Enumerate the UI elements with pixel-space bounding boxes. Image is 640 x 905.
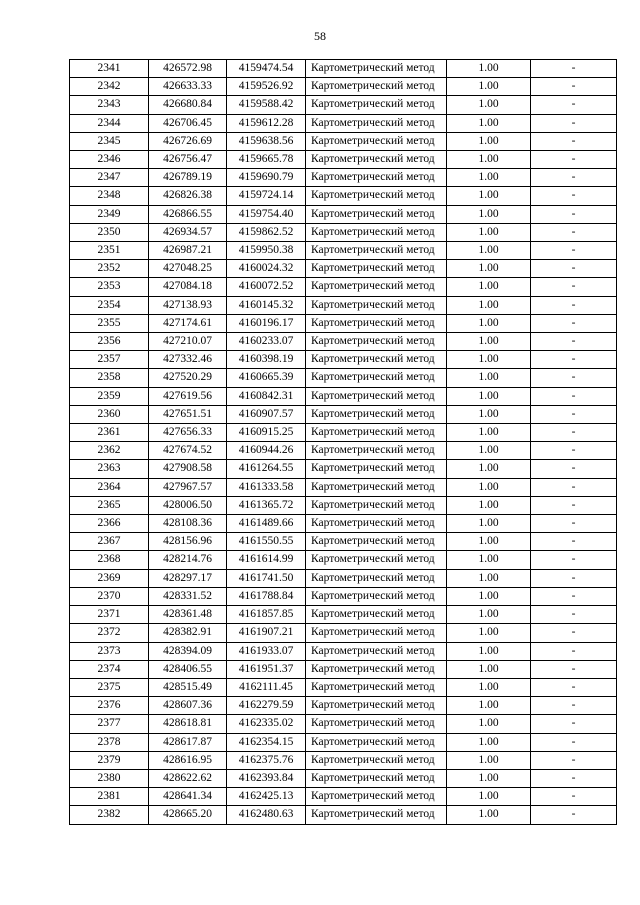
accuracy-cell: 1.00 [447, 114, 531, 132]
note-cell: - [531, 387, 617, 405]
x-coordinate-cell: 428622.62 [149, 769, 227, 787]
accuracy-cell: 1.00 [447, 642, 531, 660]
y-coordinate-cell: 4161907.21 [227, 624, 306, 642]
accuracy-cell: 1.00 [447, 260, 531, 278]
note-cell: - [531, 169, 617, 187]
note-cell: - [531, 223, 617, 241]
method-cell: Картометрический метод [306, 242, 447, 260]
table-row [70, 569, 617, 587]
y-coordinate-cell: 4162335.02 [227, 715, 306, 733]
note-cell: - [531, 678, 617, 696]
x-coordinate-cell: 427651.51 [149, 405, 227, 423]
x-coordinate-cell: 426726.69 [149, 132, 227, 150]
method-cell: Картометрический метод [306, 624, 447, 642]
table-row [70, 387, 617, 405]
note-cell: - [531, 260, 617, 278]
note-cell: - [531, 405, 617, 423]
accuracy-cell: 1.00 [447, 278, 531, 296]
note-cell: - [531, 478, 617, 496]
method-cell: Картометрический метод [306, 424, 447, 442]
accuracy-cell: 1.00 [447, 223, 531, 241]
point-number-cell: 2381 [70, 788, 149, 806]
table-row [70, 369, 617, 387]
method-cell: Картометрический метод [306, 278, 447, 296]
note-cell: - [531, 533, 617, 551]
x-coordinate-cell: 428214.76 [149, 551, 227, 569]
note-cell: - [531, 442, 617, 460]
point-number-cell: 2347 [70, 169, 149, 187]
x-coordinate-cell: 428394.09 [149, 642, 227, 660]
note-cell: - [531, 587, 617, 605]
x-coordinate-cell: 428331.52 [149, 587, 227, 605]
accuracy-cell: 1.00 [447, 351, 531, 369]
point-number-cell: 2343 [70, 96, 149, 114]
y-coordinate-cell: 4161857.85 [227, 606, 306, 624]
page-number: 58 [314, 29, 326, 43]
table-row [70, 678, 617, 696]
point-number-cell: 2362 [70, 442, 149, 460]
method-cell: Картометрический метод [306, 296, 447, 314]
x-coordinate-cell: 427967.57 [149, 478, 227, 496]
table-row [70, 151, 617, 169]
method-cell: Картометрический метод [306, 606, 447, 624]
point-number-cell: 2350 [70, 223, 149, 241]
note-cell: - [531, 78, 617, 96]
table-row [70, 624, 617, 642]
y-coordinate-cell: 4159724.14 [227, 187, 306, 205]
method-cell: Картометрический метод [306, 751, 447, 769]
y-coordinate-cell: 4162393.84 [227, 769, 306, 787]
table-row [70, 642, 617, 660]
x-coordinate-cell: 427138.93 [149, 296, 227, 314]
table-row [70, 351, 617, 369]
note-cell: - [531, 333, 617, 351]
table-row [70, 715, 617, 733]
note-cell: - [531, 205, 617, 223]
method-cell: Картометрический метод [306, 260, 447, 278]
table-row [70, 478, 617, 496]
point-number-cell: 2360 [70, 405, 149, 423]
point-number-cell: 2349 [70, 205, 149, 223]
y-coordinate-cell: 4161264.55 [227, 460, 306, 478]
method-cell: Картометрический метод [306, 515, 447, 533]
accuracy-cell: 1.00 [447, 442, 531, 460]
accuracy-cell: 1.00 [447, 806, 531, 824]
note-cell: - [531, 697, 617, 715]
table-row [70, 587, 617, 605]
point-number-cell: 2378 [70, 733, 149, 751]
accuracy-cell: 1.00 [447, 587, 531, 605]
method-cell: Картометрический метод [306, 405, 447, 423]
y-coordinate-cell: 4161951.37 [227, 660, 306, 678]
note-cell: - [531, 624, 617, 642]
x-coordinate-cell: 426866.55 [149, 205, 227, 223]
x-coordinate-cell: 427210.07 [149, 333, 227, 351]
method-cell: Картометрический метод [306, 387, 447, 405]
point-number-cell: 2379 [70, 751, 149, 769]
table-row [70, 697, 617, 715]
method-cell: Картометрический метод [306, 788, 447, 806]
accuracy-cell: 1.00 [447, 151, 531, 169]
note-cell: - [531, 460, 617, 478]
y-coordinate-cell: 4159588.42 [227, 96, 306, 114]
x-coordinate-cell: 427656.33 [149, 424, 227, 442]
note-cell: - [531, 606, 617, 624]
y-coordinate-cell: 4160907.57 [227, 405, 306, 423]
coordinates-table [69, 59, 617, 825]
x-coordinate-cell: 428617.87 [149, 733, 227, 751]
x-coordinate-cell: 426706.45 [149, 114, 227, 132]
method-cell: Картометрический метод [306, 223, 447, 241]
note-cell: - [531, 296, 617, 314]
accuracy-cell: 1.00 [447, 314, 531, 332]
point-number-cell: 2373 [70, 642, 149, 660]
note-cell: - [531, 660, 617, 678]
method-cell: Картометрический метод [306, 715, 447, 733]
point-number-cell: 2353 [70, 278, 149, 296]
point-number-cell: 2368 [70, 551, 149, 569]
point-number-cell: 2345 [70, 132, 149, 150]
x-coordinate-cell: 428607.36 [149, 697, 227, 715]
method-cell: Картометрический метод [306, 333, 447, 351]
point-number-cell: 2361 [70, 424, 149, 442]
accuracy-cell: 1.00 [447, 405, 531, 423]
note-cell: - [531, 96, 617, 114]
note-cell: - [531, 151, 617, 169]
x-coordinate-cell: 426572.98 [149, 60, 227, 78]
accuracy-cell: 1.00 [447, 660, 531, 678]
method-cell: Картометрический метод [306, 132, 447, 150]
x-coordinate-cell: 428361.48 [149, 606, 227, 624]
x-coordinate-cell: 426789.19 [149, 169, 227, 187]
method-cell: Картометрический метод [306, 114, 447, 132]
note-cell: - [531, 114, 617, 132]
x-coordinate-cell: 427084.18 [149, 278, 227, 296]
x-coordinate-cell: 426633.33 [149, 78, 227, 96]
note-cell: - [531, 278, 617, 296]
table-row [70, 278, 617, 296]
x-coordinate-cell: 428618.81 [149, 715, 227, 733]
table-row [70, 660, 617, 678]
x-coordinate-cell: 428406.55 [149, 660, 227, 678]
x-coordinate-cell: 427619.56 [149, 387, 227, 405]
x-coordinate-cell: 428665.20 [149, 806, 227, 824]
accuracy-cell: 1.00 [447, 60, 531, 78]
note-cell: - [531, 806, 617, 824]
coordinates-table-body [70, 60, 617, 825]
y-coordinate-cell: 4160233.07 [227, 333, 306, 351]
point-number-cell: 2341 [70, 60, 149, 78]
x-coordinate-cell: 427048.25 [149, 260, 227, 278]
x-coordinate-cell: 426756.47 [149, 151, 227, 169]
accuracy-cell: 1.00 [447, 533, 531, 551]
table-row [70, 496, 617, 514]
y-coordinate-cell: 4162279.59 [227, 697, 306, 715]
method-cell: Картометрический метод [306, 806, 447, 824]
y-coordinate-cell: 4159665.78 [227, 151, 306, 169]
table-row [70, 314, 617, 332]
accuracy-cell: 1.00 [447, 424, 531, 442]
table-row [70, 132, 617, 150]
note-cell: - [531, 751, 617, 769]
accuracy-cell: 1.00 [447, 132, 531, 150]
y-coordinate-cell: 4159754.40 [227, 205, 306, 223]
accuracy-cell: 1.00 [447, 496, 531, 514]
x-coordinate-cell: 426680.84 [149, 96, 227, 114]
method-cell: Картометрический метод [306, 169, 447, 187]
point-number-cell: 2356 [70, 333, 149, 351]
point-number-cell: 2364 [70, 478, 149, 496]
point-number-cell: 2366 [70, 515, 149, 533]
accuracy-cell: 1.00 [447, 624, 531, 642]
x-coordinate-cell: 426934.57 [149, 223, 227, 241]
table-row [70, 442, 617, 460]
x-coordinate-cell: 427520.29 [149, 369, 227, 387]
y-coordinate-cell: 4160915.25 [227, 424, 306, 442]
y-coordinate-cell: 4161333.58 [227, 478, 306, 496]
note-cell: - [531, 187, 617, 205]
table-row [70, 242, 617, 260]
y-coordinate-cell: 4161614.99 [227, 551, 306, 569]
method-cell: Картометрический метод [306, 205, 447, 223]
table-row [70, 533, 617, 551]
table-row [70, 751, 617, 769]
x-coordinate-cell: 428382.91 [149, 624, 227, 642]
note-cell: - [531, 642, 617, 660]
note-cell: - [531, 369, 617, 387]
x-coordinate-cell: 428108.36 [149, 515, 227, 533]
point-number-cell: 2376 [70, 697, 149, 715]
y-coordinate-cell: 4161741.50 [227, 569, 306, 587]
y-coordinate-cell: 4161489.66 [227, 515, 306, 533]
table-row [70, 169, 617, 187]
note-cell: - [531, 496, 617, 514]
method-cell: Картометрический метод [306, 533, 447, 551]
method-cell: Картометрический метод [306, 187, 447, 205]
table-row [70, 187, 617, 205]
accuracy-cell: 1.00 [447, 733, 531, 751]
x-coordinate-cell: 426826.38 [149, 187, 227, 205]
method-cell: Картометрический метод [306, 587, 447, 605]
point-number-cell: 2377 [70, 715, 149, 733]
table-row [70, 78, 617, 96]
x-coordinate-cell: 427908.58 [149, 460, 227, 478]
point-number-cell: 2344 [70, 114, 149, 132]
accuracy-cell: 1.00 [447, 715, 531, 733]
table-row [70, 769, 617, 787]
method-cell: Картометрический метод [306, 678, 447, 696]
point-number-cell: 2365 [70, 496, 149, 514]
point-number-cell: 2371 [70, 606, 149, 624]
table-row [70, 424, 617, 442]
method-cell: Картометрический метод [306, 769, 447, 787]
note-cell: - [531, 769, 617, 787]
table-row [70, 205, 617, 223]
x-coordinate-cell: 428616.95 [149, 751, 227, 769]
accuracy-cell: 1.00 [447, 751, 531, 769]
table-row [70, 296, 617, 314]
point-number-cell: 2369 [70, 569, 149, 587]
accuracy-cell: 1.00 [447, 242, 531, 260]
note-cell: - [531, 569, 617, 587]
y-coordinate-cell: 4159690.79 [227, 169, 306, 187]
table-row [70, 96, 617, 114]
method-cell: Картометрический метод [306, 496, 447, 514]
accuracy-cell: 1.00 [447, 769, 531, 787]
method-cell: Картометрический метод [306, 369, 447, 387]
y-coordinate-cell: 4162375.76 [227, 751, 306, 769]
point-number-cell: 2374 [70, 660, 149, 678]
point-number-cell: 2358 [70, 369, 149, 387]
y-coordinate-cell: 4159612.28 [227, 114, 306, 132]
point-number-cell: 2342 [70, 78, 149, 96]
x-coordinate-cell: 427674.52 [149, 442, 227, 460]
point-number-cell: 2380 [70, 769, 149, 787]
y-coordinate-cell: 4160842.31 [227, 387, 306, 405]
y-coordinate-cell: 4162111.45 [227, 678, 306, 696]
table-row [70, 260, 617, 278]
accuracy-cell: 1.00 [447, 788, 531, 806]
table-row [70, 606, 617, 624]
method-cell: Картометрический метод [306, 78, 447, 96]
accuracy-cell: 1.00 [447, 678, 531, 696]
point-number-cell: 2355 [70, 314, 149, 332]
x-coordinate-cell: 428515.49 [149, 678, 227, 696]
method-cell: Картометрический метод [306, 460, 447, 478]
y-coordinate-cell: 4161788.84 [227, 587, 306, 605]
y-coordinate-cell: 4159862.52 [227, 223, 306, 241]
note-cell: - [531, 132, 617, 150]
method-cell: Картометрический метод [306, 660, 447, 678]
table-row [70, 733, 617, 751]
accuracy-cell: 1.00 [447, 169, 531, 187]
accuracy-cell: 1.00 [447, 697, 531, 715]
method-cell: Картометрический метод [306, 314, 447, 332]
accuracy-cell: 1.00 [447, 78, 531, 96]
method-cell: Картометрический метод [306, 551, 447, 569]
note-cell: - [531, 351, 617, 369]
method-cell: Картометрический метод [306, 60, 447, 78]
accuracy-cell: 1.00 [447, 478, 531, 496]
method-cell: Картометрический метод [306, 478, 447, 496]
table-row [70, 114, 617, 132]
x-coordinate-cell: 428006.50 [149, 496, 227, 514]
x-coordinate-cell: 427174.61 [149, 314, 227, 332]
note-cell: - [531, 314, 617, 332]
note-cell: - [531, 60, 617, 78]
y-coordinate-cell: 4160665.39 [227, 369, 306, 387]
note-cell: - [531, 733, 617, 751]
y-coordinate-cell: 4160398.19 [227, 351, 306, 369]
note-cell: - [531, 715, 617, 733]
note-cell: - [531, 242, 617, 260]
method-cell: Картометрический метод [306, 442, 447, 460]
accuracy-cell: 1.00 [447, 296, 531, 314]
point-number-cell: 2346 [70, 151, 149, 169]
point-number-cell: 2352 [70, 260, 149, 278]
x-coordinate-cell: 426987.21 [149, 242, 227, 260]
accuracy-cell: 1.00 [447, 96, 531, 114]
y-coordinate-cell: 4159526.92 [227, 78, 306, 96]
point-number-cell: 2354 [70, 296, 149, 314]
point-number-cell: 2363 [70, 460, 149, 478]
y-coordinate-cell: 4160944.26 [227, 442, 306, 460]
y-coordinate-cell: 4162425.13 [227, 788, 306, 806]
method-cell: Картометрический метод [306, 151, 447, 169]
x-coordinate-cell: 428156.96 [149, 533, 227, 551]
point-number-cell: 2348 [70, 187, 149, 205]
method-cell: Картометрический метод [306, 642, 447, 660]
method-cell: Картометрический метод [306, 351, 447, 369]
table-row [70, 788, 617, 806]
point-number-cell: 2372 [70, 624, 149, 642]
note-cell: - [531, 424, 617, 442]
y-coordinate-cell: 4160145.32 [227, 296, 306, 314]
y-coordinate-cell: 4160024.32 [227, 260, 306, 278]
table-row [70, 551, 617, 569]
accuracy-cell: 1.00 [447, 551, 531, 569]
y-coordinate-cell: 4161365.72 [227, 496, 306, 514]
table-row [70, 460, 617, 478]
y-coordinate-cell: 4162480.63 [227, 806, 306, 824]
accuracy-cell: 1.00 [447, 333, 531, 351]
point-number-cell: 2357 [70, 351, 149, 369]
y-coordinate-cell: 4159950.38 [227, 242, 306, 260]
accuracy-cell: 1.00 [447, 205, 531, 223]
accuracy-cell: 1.00 [447, 569, 531, 587]
method-cell: Картометрический метод [306, 96, 447, 114]
table-row [70, 333, 617, 351]
table-row [70, 60, 617, 78]
point-number-cell: 2375 [70, 678, 149, 696]
accuracy-cell: 1.00 [447, 369, 531, 387]
y-coordinate-cell: 4159638.56 [227, 132, 306, 150]
y-coordinate-cell: 4160072.52 [227, 278, 306, 296]
method-cell: Картометрический метод [306, 569, 447, 587]
table-row [70, 405, 617, 423]
point-number-cell: 2382 [70, 806, 149, 824]
x-coordinate-cell: 428641.34 [149, 788, 227, 806]
accuracy-cell: 1.00 [447, 387, 531, 405]
note-cell: - [531, 788, 617, 806]
y-coordinate-cell: 4159474.54 [227, 60, 306, 78]
y-coordinate-cell: 4161550.55 [227, 533, 306, 551]
table-row [70, 515, 617, 533]
note-cell: - [531, 515, 617, 533]
x-coordinate-cell: 428297.17 [149, 569, 227, 587]
accuracy-cell: 1.00 [447, 606, 531, 624]
note-cell: - [531, 551, 617, 569]
y-coordinate-cell: 4160196.17 [227, 314, 306, 332]
accuracy-cell: 1.00 [447, 187, 531, 205]
method-cell: Картометрический метод [306, 697, 447, 715]
point-number-cell: 2359 [70, 387, 149, 405]
y-coordinate-cell: 4161933.07 [227, 642, 306, 660]
x-coordinate-cell: 427332.46 [149, 351, 227, 369]
table-row [70, 806, 617, 824]
point-number-cell: 2367 [70, 533, 149, 551]
y-coordinate-cell: 4162354.15 [227, 733, 306, 751]
method-cell: Картометрический метод [306, 733, 447, 751]
point-number-cell: 2370 [70, 587, 149, 605]
point-number-cell: 2351 [70, 242, 149, 260]
accuracy-cell: 1.00 [447, 515, 531, 533]
accuracy-cell: 1.00 [447, 460, 531, 478]
table-row [70, 223, 617, 241]
